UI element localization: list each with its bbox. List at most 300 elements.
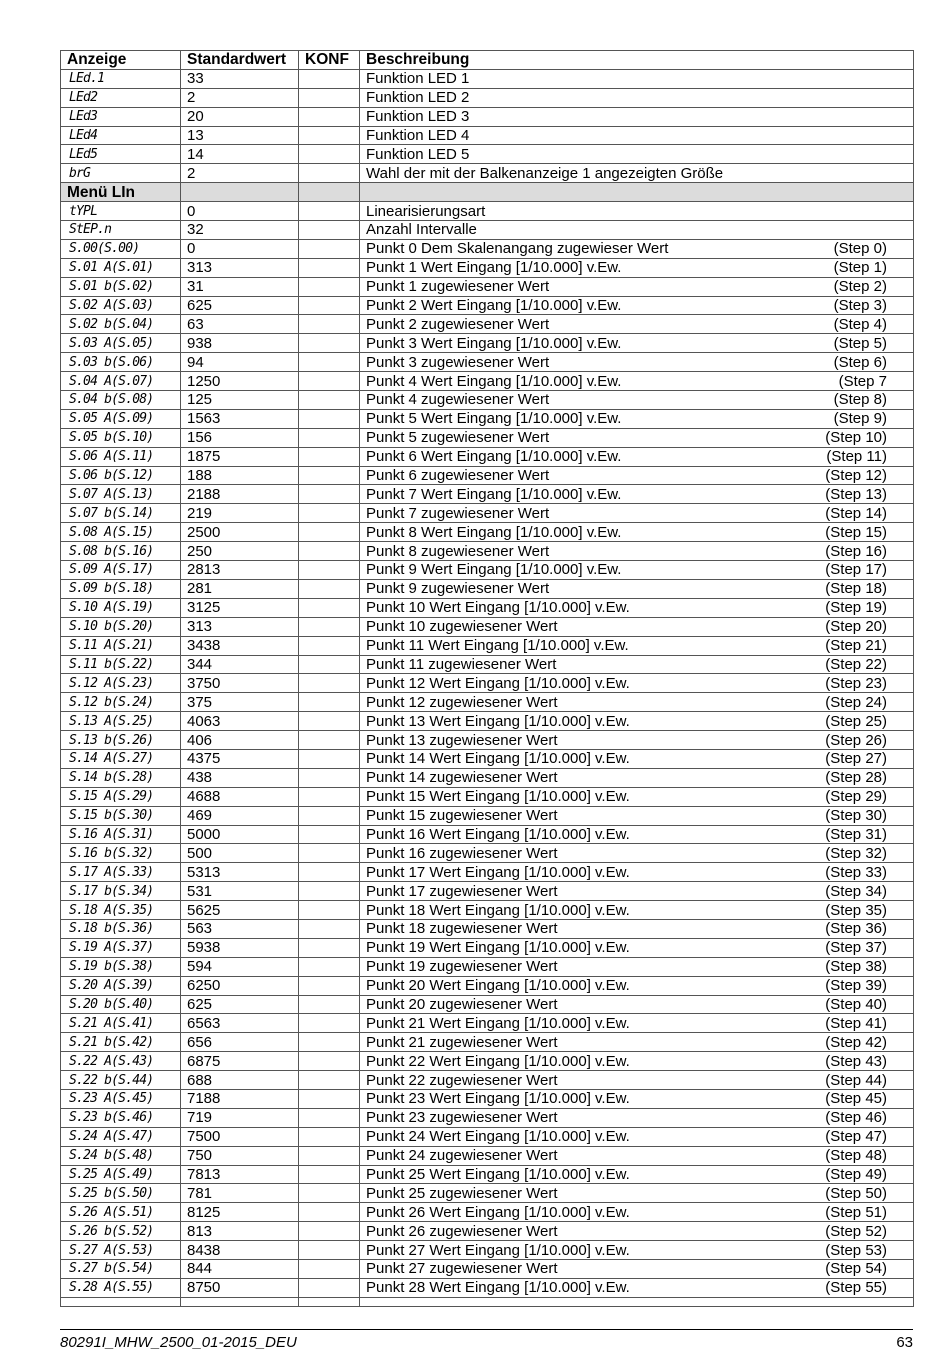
cell-beschreibung [360,1184,914,1203]
description-wrap [366,240,907,257]
step-label: (Step 24) [825,693,887,711]
cell-beschreibung [360,617,914,636]
description-text: Punkt 3 Wert Eingang [1/10.000] v.Ew. [366,334,622,352]
table-row [61,1052,914,1071]
cell-standardwert: 500 [181,844,299,863]
cell-anzeige: S.26 b(S.52) [61,1222,181,1241]
cell-anzeige: S.25 b(S.50) [61,1184,181,1203]
cell-standardwert: 4375 [181,749,299,768]
cell-anzeige: S.27 b(S.54) [61,1260,181,1279]
cell-konf [299,485,360,504]
table-row [61,674,914,693]
cell-anzeige: S.17 A(S.33) [61,863,181,882]
table-row [61,749,914,768]
cell-anzeige: LEd.1 [61,69,181,88]
step-label [887,89,907,106]
cell-beschreibung [360,995,914,1014]
cell-anzeige: S.28 A(S.55) [61,1278,181,1297]
cell-konf [299,787,360,806]
cell-beschreibung [360,466,914,485]
cell-konf [299,731,360,750]
cell-beschreibung [360,409,914,428]
cell-beschreibung [360,1165,914,1184]
cell-standardwert: 625 [181,296,299,315]
description-wrap [366,1072,907,1089]
description-wrap [366,89,907,106]
cell-beschreibung [360,88,914,107]
step-label [887,165,907,182]
description-wrap [366,335,907,352]
description-text: Punkt 28 Wert Eingang [1/10.000] v.Ew. [366,1279,630,1297]
cell-beschreibung [360,712,914,731]
cell-standardwert: 8438 [181,1241,299,1260]
cell-anzeige: S.13 b(S.26) [61,731,181,750]
description-wrap [366,297,907,314]
step-label: (Step 50) [825,1184,887,1202]
description-wrap [366,354,907,371]
step-label: (Step 48) [825,1147,887,1165]
cell-beschreibung [360,919,914,938]
cell-konf [299,88,360,107]
description-wrap [366,1015,907,1032]
cell-konf [299,145,360,164]
parameter-table-container [60,50,913,1307]
parameter-table [60,50,914,1307]
table-row [61,1278,914,1297]
cell-anzeige: S.22 A(S.43) [61,1052,181,1071]
cell-konf [299,995,360,1014]
cell-standardwert: 0 [181,239,299,258]
description-wrap [366,807,907,824]
description-text: Punkt 16 Wert Eingang [1/10.000] v.Ew. [366,825,630,843]
description-text: Punkt 24 zugewiesener Wert [366,1147,558,1165]
table-row [61,1260,914,1279]
cell-konf [299,409,360,428]
description-text: Punkt 12 zugewiesener Wert [366,693,558,711]
description-wrap [366,1279,907,1296]
cell-standardwert: 625 [181,995,299,1014]
cell-beschreibung [360,825,914,844]
description-text: Linearisierungsart [366,202,486,220]
cell-beschreibung [360,145,914,164]
description-text: Punkt 14 zugewiesener Wert [366,769,558,787]
table-row [61,466,914,485]
cell-konf [299,1184,360,1203]
cell-anzeige: LEd3 [61,107,181,126]
cell-konf [299,863,360,882]
cell-beschreibung [360,561,914,580]
description-text: Punkt 17 Wert Eingang [1/10.000] v.Ew. [366,863,630,881]
description-wrap [366,467,907,484]
description-wrap [366,70,907,87]
description-wrap [366,127,907,144]
description-wrap [366,278,907,295]
step-label: (Step 34) [825,882,887,900]
cell-konf [299,957,360,976]
cell-standardwert: 63 [181,315,299,334]
description-wrap [366,845,907,862]
step-label: (Step 20) [825,618,887,636]
cell-standardwert: 7188 [181,1089,299,1108]
step-label [887,221,907,238]
table-row [61,1108,914,1127]
header-anzeige: Anzeige [61,51,181,70]
cell-anzeige: S.03 b(S.06) [61,353,181,372]
cell-konf [299,277,360,296]
cell-anzeige: LEd5 [61,145,181,164]
table-row [61,1203,914,1222]
description-text: Funktion LED 3 [366,108,470,126]
cell-konf [299,107,360,126]
table-body [61,69,914,1306]
cell-anzeige: S.20 b(S.40) [61,995,181,1014]
cell-standardwert: 719 [181,1108,299,1127]
cell-standardwert: 688 [181,1071,299,1090]
cell-standardwert: 2 [181,164,299,183]
footer-divider [60,1329,913,1330]
description-text: Punkt 14 Wert Eingang [1/10.000] v.Ew. [366,750,630,768]
description-text: Punkt 11 Wert Eingang [1/10.000] v.Ew. [366,637,629,655]
cell-standardwert: 32 [181,221,299,240]
cell-standardwert: 594 [181,957,299,976]
cell-standardwert: 8125 [181,1203,299,1222]
description-wrap [366,1242,907,1259]
cell-standardwert: 438 [181,768,299,787]
cell-standardwert: 4063 [181,712,299,731]
description-text: Punkt 18 zugewiesener Wert [366,920,558,938]
step-label: (Step 49) [825,1165,887,1183]
step-label: (Step 52) [825,1222,887,1240]
empty-cell [181,1297,299,1306]
cell-standardwert: 7500 [181,1127,299,1146]
step-label: (Step 13) [825,485,887,503]
table-row [61,693,914,712]
description-text: Punkt 5 Wert Eingang [1/10.000] v.Ew. [366,410,622,428]
cell-standardwert: 3125 [181,598,299,617]
cell-anzeige: S.24 A(S.47) [61,1127,181,1146]
table-row [61,239,914,258]
cell-beschreibung [360,655,914,674]
step-label: (Step 10) [825,429,887,447]
table-row [61,901,914,920]
cell-standardwert: 938 [181,334,299,353]
cell-konf [299,221,360,240]
cell-anzeige: S.10 A(S.19) [61,598,181,617]
cell-standardwert: 313 [181,617,299,636]
cell-standardwert: 3438 [181,636,299,655]
table-row [61,126,914,145]
description-wrap [366,1223,907,1240]
cell-standardwert: 2500 [181,523,299,542]
description-wrap [366,939,907,956]
header-konf: KONF [299,51,360,70]
description-wrap [366,750,907,767]
cell-beschreibung [360,239,914,258]
description-wrap [366,1204,907,1221]
table-row [61,107,914,126]
cell-anzeige: tYPL [61,202,181,221]
cell-beschreibung [360,731,914,750]
cell-konf [299,806,360,825]
cell-konf [299,372,360,391]
step-label: (Step 45) [825,1090,887,1108]
description-wrap [366,391,907,408]
cell-beschreibung [360,164,914,183]
cell-beschreibung [360,315,914,334]
step-label [887,203,907,220]
description-wrap [366,1090,907,1107]
cell-beschreibung [360,938,914,957]
cell-beschreibung [360,1108,914,1127]
cell-konf [299,1278,360,1297]
description-wrap [366,203,907,220]
cell-standardwert: 469 [181,806,299,825]
description-wrap [366,1185,907,1202]
description-wrap [366,543,907,560]
table-row [61,1089,914,1108]
description-wrap [366,656,907,673]
table-row [61,202,914,221]
cell-beschreibung [360,901,914,920]
description-text: Punkt 5 zugewiesener Wert [366,429,550,447]
table-row [61,1184,914,1203]
table-row [61,863,914,882]
cell-anzeige: S.08 b(S.16) [61,542,181,561]
description-wrap [366,675,907,692]
cell-beschreibung [360,1033,914,1052]
cell-anzeige: S.02 A(S.03) [61,296,181,315]
description-wrap [366,1053,907,1070]
cell-konf [299,882,360,901]
cell-standardwert: 13 [181,126,299,145]
cell-standardwert: 656 [181,1033,299,1052]
cell-konf [299,69,360,88]
description-text: Punkt 23 Wert Eingang [1/10.000] v.Ew. [366,1090,630,1108]
cell-standardwert: 125 [181,391,299,410]
cell-beschreibung [360,1260,914,1279]
description-wrap [366,713,907,730]
table-row [61,447,914,466]
step-label: (Step 35) [825,901,887,919]
cell-standardwert: 14 [181,145,299,164]
description-text: Punkt 13 Wert Eingang [1/10.000] v.Ew. [366,712,630,730]
step-label: (Step 7 [838,372,887,390]
cell-konf [299,1127,360,1146]
cell-beschreibung [360,1052,914,1071]
description-text: Punkt 15 Wert Eingang [1/10.000] v.Ew. [366,788,630,806]
description-wrap [366,373,907,390]
cell-anzeige: S.13 A(S.25) [61,712,181,731]
step-label: (Step 22) [825,655,887,673]
description-text: Punkt 22 zugewiesener Wert [366,1071,558,1089]
table-row [61,731,914,750]
cell-anzeige: S.15 A(S.29) [61,787,181,806]
step-label: (Step 31) [825,825,887,843]
cell-konf [299,315,360,334]
cell-anzeige: S.19 b(S.38) [61,957,181,976]
cell-standardwert: 281 [181,579,299,598]
cell-beschreibung [360,221,914,240]
step-label: (Step 21) [825,637,887,655]
cell-standardwert: 6875 [181,1052,299,1071]
cell-konf [299,1108,360,1127]
step-label: (Step 54) [825,1260,887,1278]
cell-standardwert: 20 [181,107,299,126]
empty-row [61,1297,914,1306]
cell-standardwert: 5625 [181,901,299,920]
description-text: Punkt 20 Wert Eingang [1/10.000] v.Ew. [366,977,630,995]
cell-anzeige: S.10 b(S.20) [61,617,181,636]
step-label: (Step 44) [825,1071,887,1089]
cell-beschreibung [360,296,914,315]
cell-beschreibung [360,277,914,296]
table-row [61,1146,914,1165]
cell-anzeige: S.07 b(S.14) [61,504,181,523]
table-row [61,561,914,580]
cell-beschreibung [360,1127,914,1146]
step-label: (Step 30) [825,807,887,825]
description-text: Punkt 1 Wert Eingang [1/10.000] v.Ew. [366,259,622,277]
cell-anzeige: S.25 A(S.49) [61,1165,181,1184]
table-row [61,1033,914,1052]
cell-standardwert: 344 [181,655,299,674]
cell-anzeige: S.22 b(S.44) [61,1071,181,1090]
cell-standardwert: 31 [181,277,299,296]
cell-konf [299,749,360,768]
table-row [61,1127,914,1146]
step-label: (Step 32) [825,844,887,862]
description-wrap [366,826,907,843]
cell-konf [299,561,360,580]
table-header-row [61,51,914,70]
table-row [61,296,914,315]
cell-anzeige: S.16 A(S.31) [61,825,181,844]
description-text: Punkt 27 Wert Eingang [1/10.000] v.Ew. [366,1241,630,1259]
cell-beschreibung [360,1278,914,1297]
step-label: (Step 16) [825,542,887,560]
description-text: Punkt 21 zugewiesener Wert [366,1033,558,1051]
cell-standardwert: 0 [181,202,299,221]
cell-konf [299,504,360,523]
description-text: Funktion LED 4 [366,127,470,144]
cell-beschreibung [360,69,914,88]
table-row [61,825,914,844]
description-wrap [366,108,907,125]
description-wrap [366,580,907,597]
description-text: Punkt 15 zugewiesener Wert [366,807,558,825]
table-row [61,617,914,636]
cell-standardwert: 1250 [181,372,299,391]
table-row [61,636,914,655]
description-wrap [366,694,907,711]
description-text: Funktion LED 5 [366,145,470,163]
cell-standardwert: 2188 [181,485,299,504]
description-text: Punkt 4 Wert Eingang [1/10.000] v.Ew. [366,372,622,390]
cell-konf [299,164,360,183]
step-label [887,70,907,87]
cell-anzeige: S.03 A(S.05) [61,334,181,353]
cell-beschreibung [360,598,914,617]
cell-konf [299,976,360,995]
cell-beschreibung [360,957,914,976]
cell-konf [299,353,360,372]
cell-konf [299,1089,360,1108]
cell-anzeige: S.21 b(S.42) [61,1033,181,1052]
description-wrap [366,429,907,446]
table-row [61,88,914,107]
cell-beschreibung [360,976,914,995]
step-label: (Step 43) [825,1052,887,1070]
description-wrap [366,259,907,276]
table-row [61,976,914,995]
step-label: (Step 37) [825,939,887,957]
table-row [61,409,914,428]
cell-beschreibung [360,258,914,277]
cell-anzeige: Menü LIn [61,183,181,202]
cell-konf [299,901,360,920]
cell-anzeige: StEP.n [61,221,181,240]
step-label: (Step 23) [825,674,887,692]
cell-standardwert [181,183,299,202]
cell-standardwert: 7813 [181,1165,299,1184]
table-row [61,391,914,410]
step-label: (Step 47) [825,1128,887,1146]
header-standardwert: Standardwert [181,51,299,70]
cell-standardwert: 531 [181,882,299,901]
cell-anzeige: S.15 b(S.30) [61,806,181,825]
cell-standardwert: 219 [181,504,299,523]
cell-beschreibung [360,447,914,466]
description-wrap [366,1166,907,1183]
description-wrap [366,788,907,805]
table-row [61,145,914,164]
cell-konf [299,542,360,561]
cell-konf [299,391,360,410]
cell-konf [299,655,360,674]
cell-konf [299,334,360,353]
cell-anzeige: S.12 A(S.23) [61,674,181,693]
cell-standardwert: 8750 [181,1278,299,1297]
empty-cell [360,1297,914,1306]
footer-doc-id: 80291I_MHW_2500_01-2015_DEU [60,1334,297,1351]
empty-cell [61,1297,181,1306]
cell-anzeige: S.09 A(S.17) [61,561,181,580]
table-row [61,428,914,447]
cell-standardwert: 750 [181,1146,299,1165]
footer-page-number: 63 [896,1334,913,1351]
cell-konf [299,1203,360,1222]
cell-konf [299,183,360,202]
description-text: Punkt 17 zugewiesener Wert [366,882,558,900]
cell-anzeige: S.18 A(S.35) [61,901,181,920]
table-row [61,938,914,957]
table-row [61,806,914,825]
cell-standardwert: 375 [181,693,299,712]
step-label: (Step 9) [833,410,887,428]
description-text: Punkt 10 zugewiesener Wert [366,618,558,636]
cell-konf [299,447,360,466]
cell-beschreibung [360,1146,914,1165]
description-wrap [366,448,907,465]
step-label: (Step 6) [833,353,887,371]
cell-standardwert: 844 [181,1260,299,1279]
description-wrap [366,1260,907,1277]
step-label [887,108,907,125]
cell-konf [299,523,360,542]
step-label: (Step 55) [825,1279,887,1297]
cell-beschreibung [360,882,914,901]
cell-anzeige: S.23 b(S.46) [61,1108,181,1127]
